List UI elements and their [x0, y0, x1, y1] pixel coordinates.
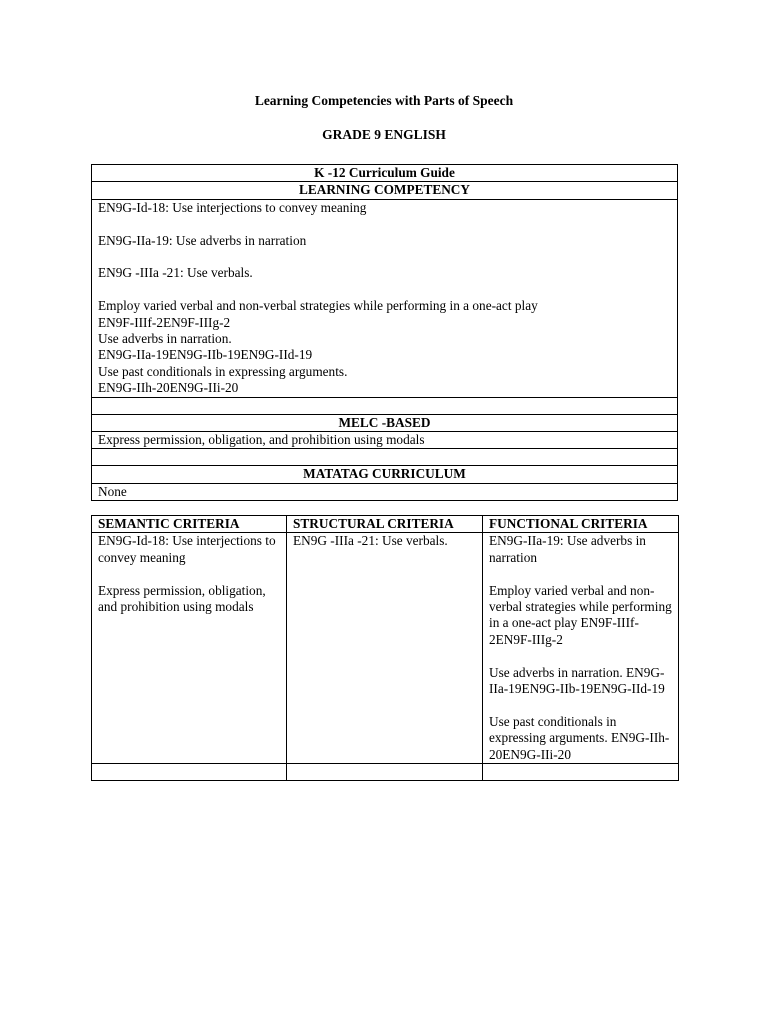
table-row-empty	[92, 397, 678, 414]
competency-item: EN9G -IIIa -21: Use verbals.	[98, 265, 253, 281]
competency-item: Use adverbs in narration.	[98, 331, 232, 347]
empty-cell	[483, 764, 679, 781]
criteria-item: EN9G -IIIa -21: Use verbals.	[293, 533, 448, 549]
criteria-item: Use past conditionals in expressing arguments. EN9G-IIh-20EN9G-IIi-20	[489, 713, 670, 762]
structural-criteria-header: STRUCTURAL CRITERIA	[287, 516, 483, 533]
semantic-criteria-cell	[92, 533, 287, 764]
semantic-criteria-header: SEMANTIC CRITERIA	[92, 516, 287, 533]
table-row-empty	[92, 764, 679, 781]
criteria-item: EN9G-IIa-19: Use adverbs in narration	[489, 533, 646, 565]
empty-cell	[92, 764, 287, 781]
competency-item: EN9G-Id-18: Use interjections to convey meaning	[98, 199, 367, 215]
structural-criteria-cell	[287, 533, 483, 764]
table-row	[92, 483, 678, 500]
functional-criteria-header: FUNCTIONAL CRITERIA	[483, 516, 679, 533]
criteria-item: Express permission, obligation, and prohibition using modals	[98, 582, 266, 615]
criteria-table	[91, 515, 679, 781]
document-subtitle: GRADE 9 ENGLISH	[322, 127, 446, 142]
table-header-row	[92, 516, 679, 533]
table-row	[92, 414, 678, 431]
competency-code: EN9G-IIh-20EN9G-IIi-20	[98, 380, 239, 396]
competency-code: EN9F-IIIf-2EN9F-IIIg-2	[98, 314, 231, 330]
criteria-item: Employ varied verbal and non-verbal strategies while performing in a one-act play EN9F-IIIf-2EN9F-IIIg-2	[489, 582, 672, 647]
competency-item: Use past conditionals in expressing arguments.	[98, 363, 348, 379]
learning-competency-header: LEARNING COMPETENCY	[92, 182, 678, 199]
table-row-empty	[92, 449, 678, 466]
criteria-item: EN9G-Id-18: Use interjections to convey meaning	[98, 533, 276, 565]
curriculum-guide-header: K -12 Curriculum Guide	[92, 165, 678, 182]
competency-code: EN9G-IIa-19EN9G-IIb-19EN9G-IId-19	[98, 347, 313, 363]
learning-competency-cell	[92, 199, 678, 397]
competency-item: Employ varied verbal and non-verbal strategies while performing in a one-act play	[98, 298, 538, 314]
document-title: Learning Competencies with Parts of Speech	[254, 93, 514, 108]
curriculum-guide-table	[91, 164, 678, 501]
criteria-item: Use adverbs in narration. EN9G-IIa-19EN9G-IIb-19EN9G-IId-19	[489, 664, 665, 697]
empty-cell	[92, 397, 678, 414]
table-row	[92, 199, 678, 397]
empty-cell	[92, 449, 678, 466]
empty-cell	[287, 764, 483, 781]
melc-cell: Express permission, obligation, and prohibition using modals	[92, 432, 678, 449]
matatag-header: MATATAG CURRICULUM	[92, 466, 678, 483]
matatag-cell: None	[92, 483, 678, 500]
melc-header: MELC -BASED	[92, 414, 678, 431]
table-row	[92, 182, 678, 199]
table-row	[92, 432, 678, 449]
table-row	[92, 533, 679, 764]
table-row	[92, 165, 678, 182]
functional-criteria-cell	[483, 533, 679, 764]
competency-item: EN9G-IIa-19: Use adverbs in narration	[98, 232, 307, 248]
table-row	[92, 466, 678, 483]
